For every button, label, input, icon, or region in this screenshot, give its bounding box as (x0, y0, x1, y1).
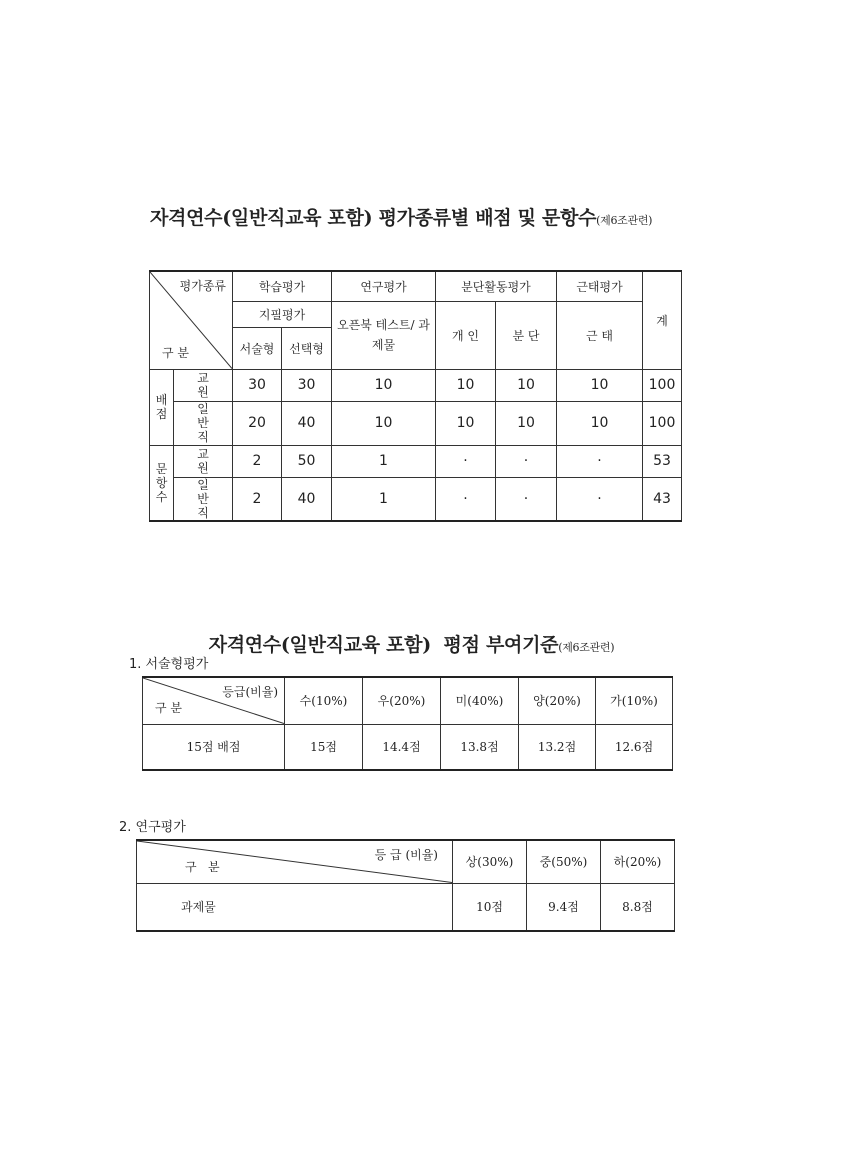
table-row (150, 401, 682, 445)
row-label: 과제물 (137, 883, 453, 931)
header-group-eval: 분단활동평가 (436, 271, 557, 301)
header-written-eval: 지필평가 (233, 301, 332, 327)
section2-title-note: (제6조관련) (558, 641, 615, 654)
cell-individual: 10 (436, 401, 496, 445)
score-cell: 13.8점 (441, 724, 519, 770)
cell-attendance: 10 (557, 369, 643, 401)
cell-choice: 40 (282, 401, 332, 445)
research-eval-heading: 2. 연구평가 (119, 820, 186, 835)
header-attendance: 근 태 (557, 301, 643, 369)
cell-research: 1 (332, 477, 436, 521)
cell-individual: 10 (436, 369, 496, 401)
diag-bottom-label: 구 분 (162, 345, 189, 360)
row-label: 15점 배점 (143, 724, 285, 770)
diag-top-label: 등급(비율) (222, 685, 278, 699)
grade-header: 상(30%) (453, 840, 527, 883)
cell-essay: 2 (233, 445, 282, 477)
cell-choice: 40 (282, 477, 332, 521)
cell-total: 43 (643, 477, 682, 521)
header-attendance-eval: 근태평가 (557, 271, 643, 301)
grade-header: 미(40%) (441, 677, 519, 724)
cell-research: 1 (332, 445, 436, 477)
cell-research: 10 (332, 369, 436, 401)
section2-title (196, 608, 614, 657)
header-essay: 서술형 (233, 327, 282, 369)
group-label-score: 배 점 (150, 369, 174, 445)
diag-top-label: 등 급 (비율) (374, 848, 438, 862)
score-cell: 15점 (285, 724, 363, 770)
header-study-eval: 학습평가 (233, 271, 332, 301)
cell-total: 53 (643, 445, 682, 477)
section2-title-text: 자격연수(일반직교육 포함) 평점 부여기준 (208, 634, 559, 656)
cell-attendance: · (557, 477, 643, 521)
grade-header: 우(20%) (363, 677, 441, 724)
score-cell: 10점 (453, 883, 527, 931)
header-group: 분 단 (496, 301, 557, 369)
row-type: 교 원 (174, 445, 233, 477)
group-label-count: 문 항 수 (150, 445, 174, 521)
score-cell: 8.8점 (601, 883, 675, 931)
table-row (137, 883, 675, 931)
table-row (150, 477, 682, 521)
table-row (150, 445, 682, 477)
diagonal-header-cell (137, 840, 453, 883)
header-research-sub: 오픈북 테스트/ 과제물 (332, 301, 436, 369)
cell-group: · (496, 445, 557, 477)
section1-title-text: 자격연수(일반직교육 포함) 평가종류별 배점 및 문항수 (150, 207, 597, 229)
score-allocation-table (149, 270, 682, 522)
diag-top-label: 평가종류 (179, 279, 226, 293)
diagonal-header-cell (143, 677, 285, 724)
cell-total: 100 (643, 369, 682, 401)
table-row (150, 369, 682, 401)
cell-individual: · (436, 445, 496, 477)
diagonal-header-cell (150, 271, 233, 369)
cell-attendance: · (557, 445, 643, 477)
cell-essay: 2 (233, 477, 282, 521)
cell-research: 10 (332, 401, 436, 445)
research-grading-table (136, 839, 675, 932)
row-type: 일 반 직 (174, 477, 233, 521)
grade-header: 수(10%) (285, 677, 363, 724)
cell-total: 100 (643, 401, 682, 445)
grade-header: 중(50%) (527, 840, 601, 883)
essay-grading-table (142, 676, 673, 771)
cell-group: 10 (496, 369, 557, 401)
score-cell: 14.4점 (363, 724, 441, 770)
section1-title-note: (제6조관련) (596, 214, 653, 227)
grade-header: 가(10%) (596, 677, 673, 724)
header-total: 계 (643, 271, 682, 369)
header-individual: 개 인 (436, 301, 496, 369)
grade-header: 양(20%) (519, 677, 596, 724)
cell-individual: · (436, 477, 496, 521)
essay-eval-heading: 1. 서술형평가 (129, 657, 209, 672)
header-choice: 선택형 (282, 327, 332, 369)
score-cell: 12.6점 (596, 724, 673, 770)
cell-attendance: 10 (557, 401, 643, 445)
cell-group: · (496, 477, 557, 521)
diag-bottom-label: 구 분 (185, 859, 220, 874)
cell-essay: 20 (233, 401, 282, 445)
cell-choice: 30 (282, 369, 332, 401)
score-cell: 9.4점 (527, 883, 601, 931)
section1-title (150, 203, 652, 230)
grade-header: 하(20%) (601, 840, 675, 883)
cell-choice: 50 (282, 445, 332, 477)
row-type: 일 반 직 (174, 401, 233, 445)
diag-bottom-label: 구 분 (155, 700, 182, 715)
cell-group: 10 (496, 401, 557, 445)
header-research-eval: 연구평가 (332, 271, 436, 301)
table-row (143, 724, 673, 770)
cell-essay: 30 (233, 369, 282, 401)
score-cell: 13.2점 (519, 724, 596, 770)
row-type: 교 원 (174, 369, 233, 401)
